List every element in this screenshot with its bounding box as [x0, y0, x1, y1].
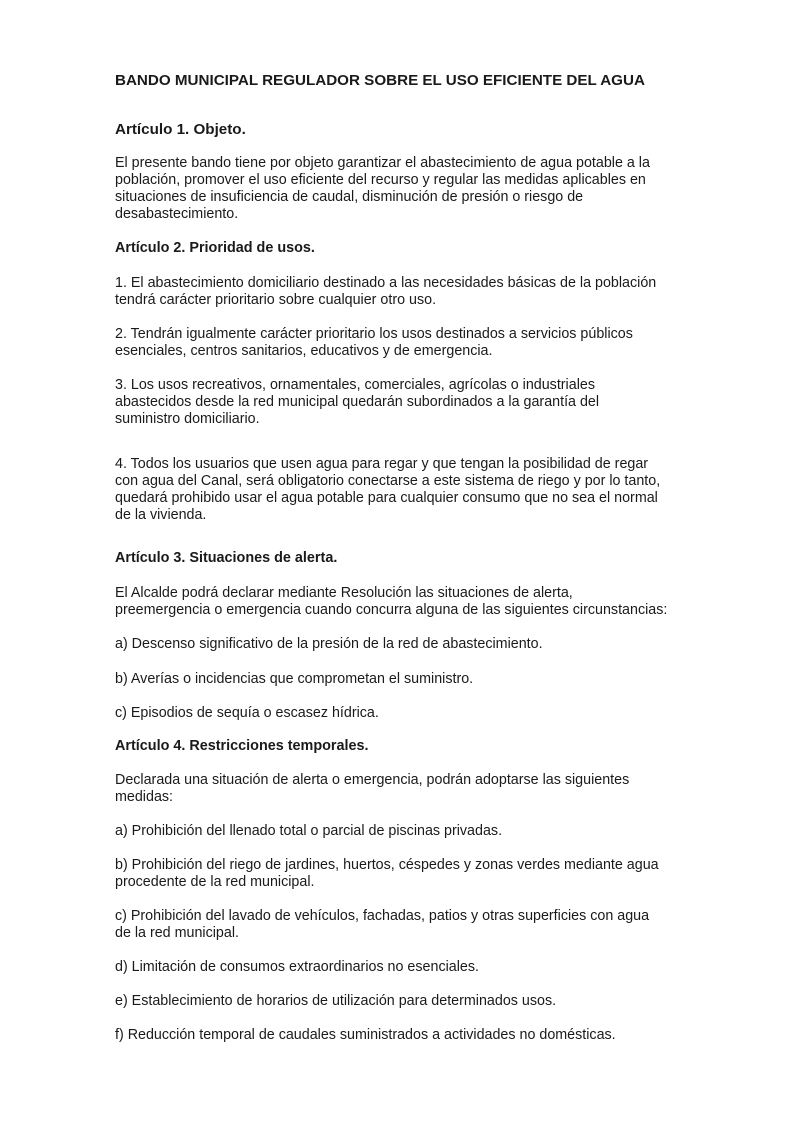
text-line: abastecidos desde la red municipal quedarán subordinados a la garantía del	[115, 394, 600, 410]
text-line: de la red municipal.	[115, 925, 239, 941]
article-2-heading: Artículo 2. Prioridad de usos.	[115, 240, 315, 256]
text-line: El Alcalde podrá declarar mediante Resolución las situaciones de alerta,	[115, 585, 573, 601]
article-2-paragraph-3	[115, 377, 599, 428]
article-4-item-d: d) Limitación de consumos extraordinarios no esenciales.	[115, 959, 479, 975]
article-2-paragraph-1	[115, 275, 656, 309]
text-line: 1. El abastecimiento domiciliario destinado a las necesidades básicas de la población	[115, 275, 657, 291]
article-3-heading: Artículo 3. Situaciones de alerta.	[115, 550, 338, 566]
text-line: Declarada una situación de alerta o emergencia, podrán adoptarse las siguientes	[115, 772, 630, 788]
text-line: c) Prohibición del lavado de vehículos, fachadas, patios y otras superficies con agua	[115, 908, 650, 924]
text-line: desabastecimiento.	[115, 206, 239, 222]
text-line: procedente de la red municipal.	[115, 874, 315, 890]
text-line: 3. Los usos recreativos, ornamentales, comerciales, agrícolas o industriales	[115, 377, 595, 393]
article-4-intro	[115, 772, 629, 806]
article-3-item-a: a) Descenso significativo de la presión de la red de abastecimiento.	[115, 636, 543, 652]
article-4-item-c	[115, 908, 649, 942]
article-4-item-b	[115, 857, 659, 891]
article-3-item-b: b) Averías o incidencias que comprometan el suministro.	[115, 671, 474, 687]
text-line: quedará prohibido usar el agua potable para cualquier consumo que no sea el normal	[115, 490, 658, 506]
text-line: esenciales, centros sanitarios, educativos y de emergencia.	[115, 343, 493, 359]
document-title: BANDO MUNICIPAL REGULADOR SOBRE EL USO EFICIENTE DEL AGUA	[115, 72, 645, 89]
text-line: situaciones de insuficiencia de caudal, disminución de presión o riesgo de	[115, 189, 584, 205]
article-2-paragraph-4	[115, 456, 660, 524]
article-2-paragraph-2	[115, 326, 633, 360]
article-3-intro	[115, 585, 667, 619]
text-line: medidas:	[115, 789, 174, 805]
text-line: suministro domiciliario.	[115, 411, 260, 427]
article-4-heading: Artículo 4. Restricciones temporales.	[115, 738, 369, 754]
article-4-item-e: e) Establecimiento de horarios de utilización para determinados usos.	[115, 993, 557, 1009]
text-line: b) Prohibición del riego de jardines, huertos, céspedes y zonas verdes mediante agua	[115, 857, 659, 873]
text-line: población, promover el uso eficiente del recurso y regular las medidas aplicables en	[115, 172, 646, 188]
text-line: 2. Tendrán igualmente carácter prioritario los usos destinados a servicios públicos	[115, 326, 633, 342]
text-line: 4. Todos los usuarios que usen agua para regar y que tengan la posibilidad de regar	[115, 456, 649, 472]
text-line: preemergencia o emergencia cuando concurra alguna de las siguientes circunstancias:	[115, 602, 668, 618]
text-line: tendrá carácter prioritario sobre cualquier otro uso.	[115, 292, 437, 308]
text-line: de la vivienda.	[115, 507, 207, 523]
article-1-heading: Artículo 1. Objeto.	[115, 121, 246, 138]
text-line: El presente bando tiene por objeto garantizar el abastecimiento de agua potable a la	[115, 155, 650, 171]
article-3-item-c: c) Episodios de sequía o escasez hídrica.	[115, 705, 379, 721]
article-4-item-f: f) Reducción temporal de caudales suministrados a actividades no domésticas.	[115, 1027, 616, 1043]
text-line: con agua del Canal, será obligatorio conectarse a este sistema de riego y por lo tanto,	[115, 473, 661, 489]
article-1-paragraph	[115, 155, 650, 223]
article-4-item-a: a) Prohibición del llenado total o parcial de piscinas privadas.	[115, 823, 503, 839]
